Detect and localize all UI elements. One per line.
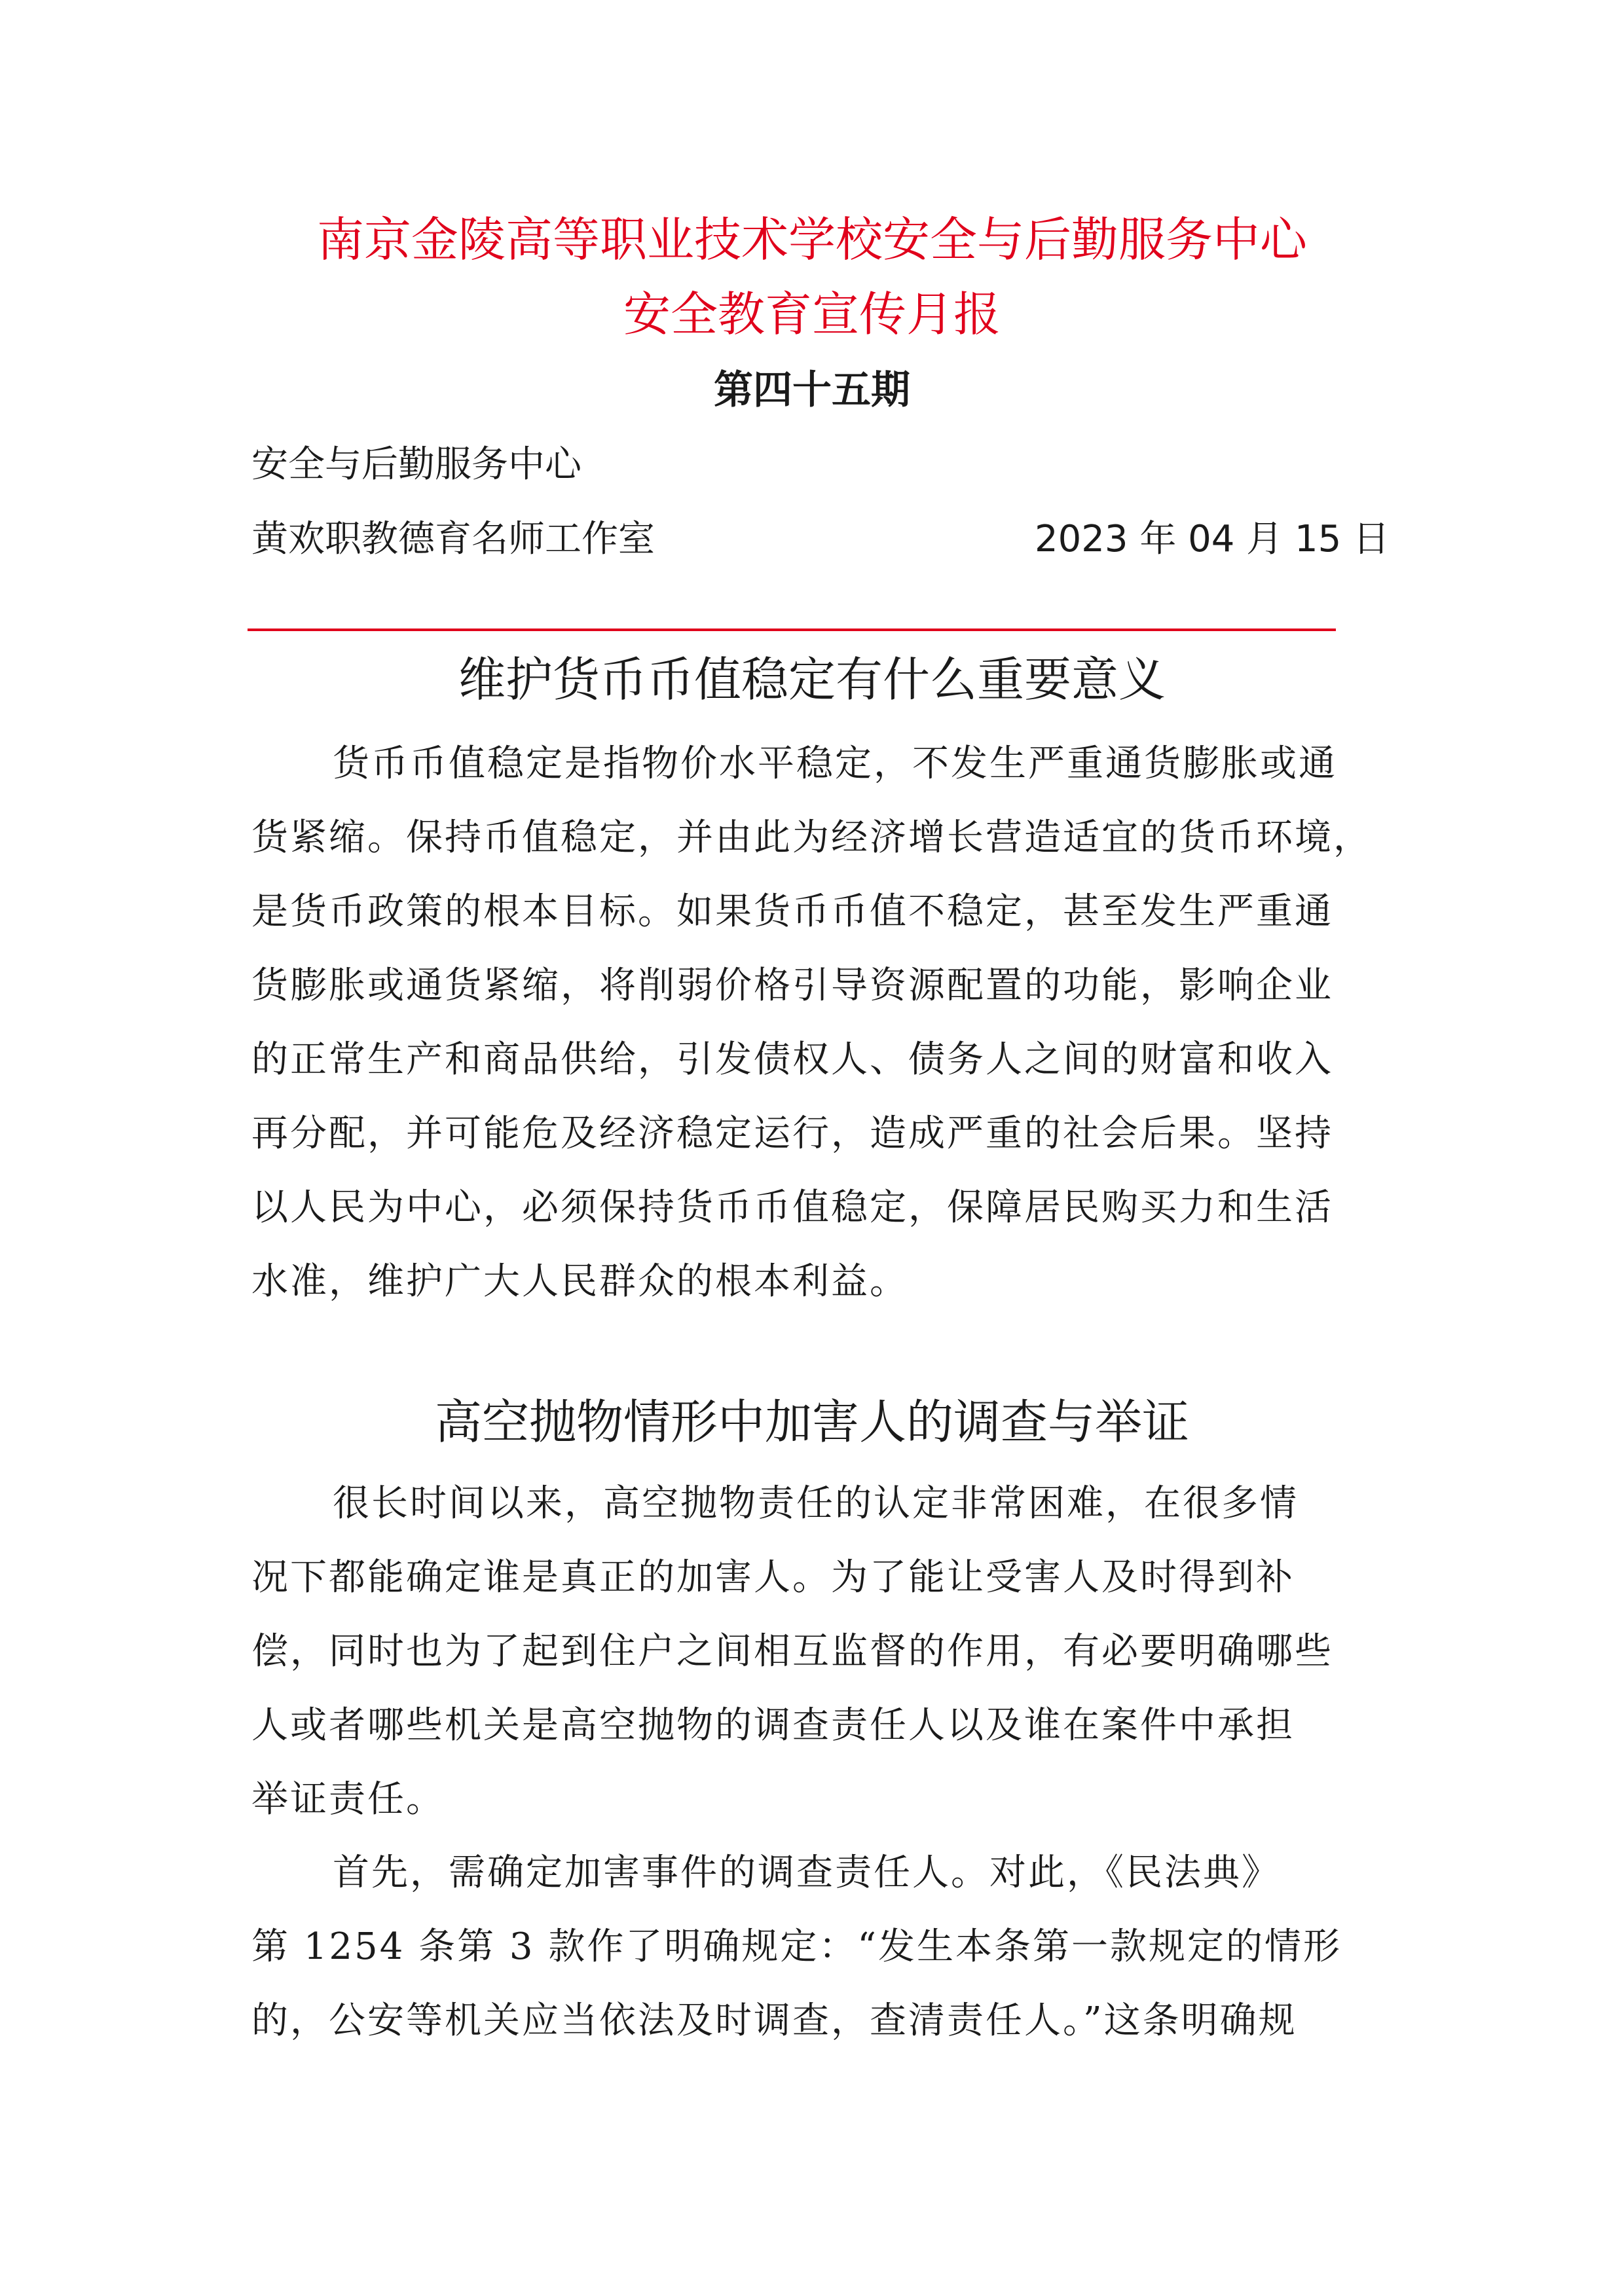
- issuer-studio: 黄欢职教德育名师工作室: [251, 518, 655, 560]
- section-2-paragraph-1: [251, 1467, 1378, 1836]
- issuer-department: 安全与后勤服务中心: [251, 443, 581, 486]
- paragraph-line: 的，公安等机关应当依法及时调查，查清责任人。”这条明确规: [251, 1999, 1297, 2042]
- issue-number: 第四十五期: [714, 367, 910, 413]
- paragraph-line: 况下都能确定谁是真正的加害人。为了能让受害人及时得到补: [251, 1556, 1295, 1599]
- paragraph-line: 以人民为中心，必须保持货币币值稳定，保障居民购买力和生活: [251, 1186, 1333, 1229]
- paragraph-line: 的正常生产和商品供给，引发债权人、债务人之间的财富和收入: [251, 1038, 1333, 1081]
- paragraph-line: 货币币值稳定是指物价水平稳定，不发生严重通货膨胀或通: [333, 742, 1337, 785]
- paragraph-line: 是货币政策的根本目标。如果货币币值不稳定，甚至发生严重通: [251, 890, 1333, 933]
- header-divider: [248, 629, 1336, 631]
- issue-date: 2023 年 04 月 15 日: [1035, 518, 1390, 560]
- section-title-high-altitude-throwing: 高空抛物情形中加害人的调查与举证: [434, 1394, 1189, 1449]
- report-title-line-1: 南京金陵高等职业技术学校安全与后勤服务中心: [316, 212, 1307, 267]
- paragraph-line: 第 1254 条第 3 款作了明确规定：“发生本条第一款规定的情形: [251, 1925, 1342, 1968]
- paragraph-line: 人或者哪些机关是高空抛物的调查责任人以及谁在案件中承担: [251, 1704, 1295, 1747]
- paragraph-line: 首先，需确定加害事件的调查责任人。对此，《民法典》: [333, 1851, 1280, 1894]
- paragraph-line: 再分配，并可能危及经济稳定运行，造成严重的社会后果。坚持: [251, 1112, 1333, 1155]
- section-2-paragraph-2: [251, 1836, 1378, 2058]
- report-title-line-2: 安全教育宣传月报: [623, 287, 1001, 342]
- paragraph-line: 偿，同时也为了起到住户之间相互监督的作用，有必要明确哪些: [251, 1630, 1333, 1673]
- paragraph-line: 举证责任。: [251, 1778, 445, 1821]
- paragraph-line: 货膨胀或通货紧缩，将削弱价格引导资源配置的功能，影响企业: [251, 964, 1333, 1007]
- paragraph-line: 货紧缩。保持币值稳定，并由此为经济增长营造适宜的货币环境，: [251, 816, 1372, 859]
- section-1-paragraph-1: [251, 727, 1378, 1319]
- section-title-currency-stability: 维护货币币值稳定有什么重要意义: [458, 652, 1166, 707]
- paragraph-line: 水准，维护广大人民群众的根本利益。: [251, 1260, 908, 1303]
- paragraph-line: 很长时间以来，高空抛物责任的认定非常困难，在很多情: [333, 1482, 1299, 1525]
